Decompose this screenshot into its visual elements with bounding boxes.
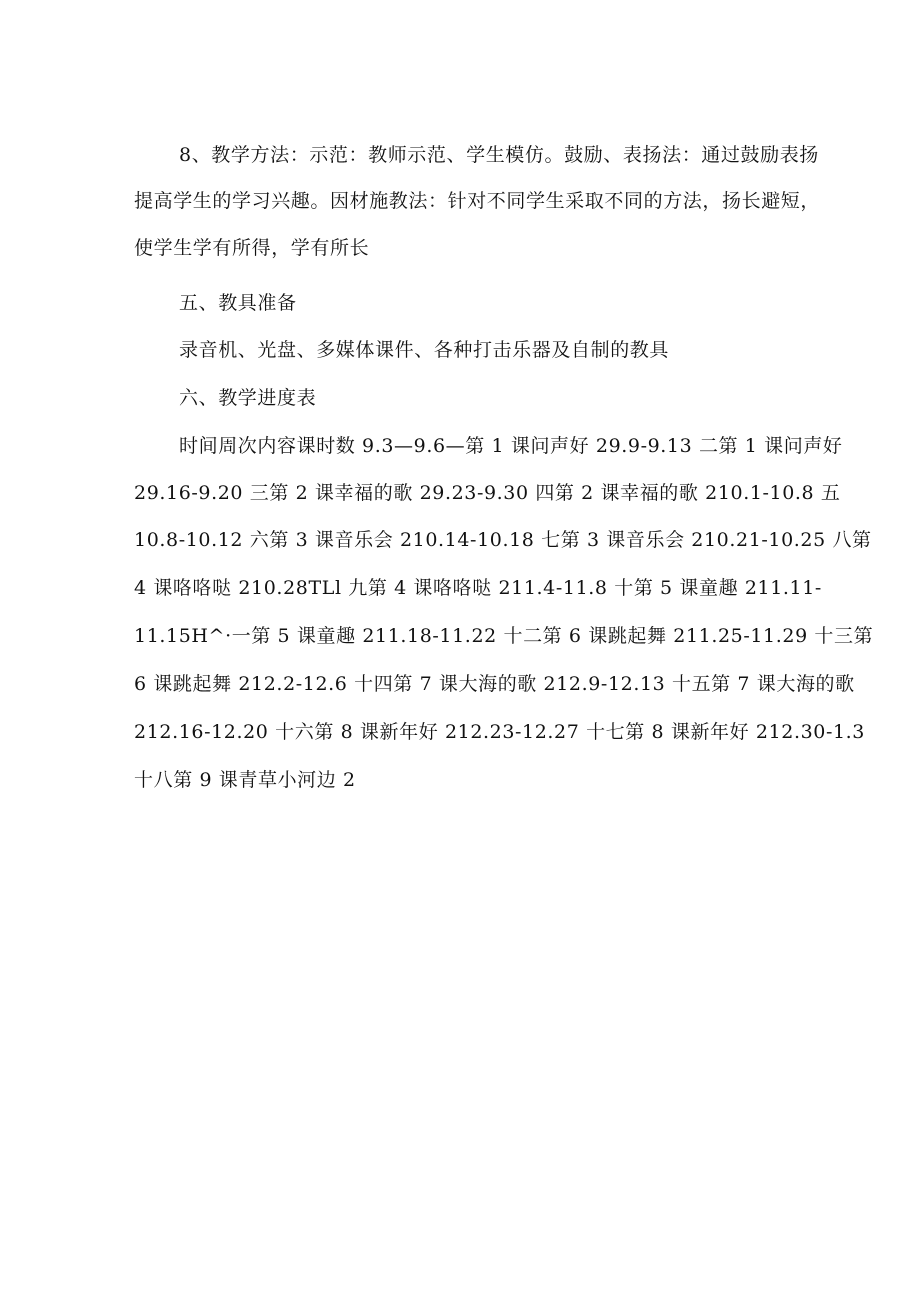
schedule-line-8: 十八第 9 课青草小河边 2 [134, 769, 356, 791]
method-line-1: 8、教学方法：示范：教师示范、学生模仿。鼓励、表扬法：通过鼓励表扬 [179, 144, 819, 166]
schedule-line-2: 29.16-9.20 三第 2 课幸福的歌 29.23-9.30 四第 2 课幸福的歌 210.1-10.8 五 [134, 482, 841, 504]
method-line-2: 提高学生的学习兴趣。因材施教法：针对不同学生采取不同的方法，扬长避短， [134, 190, 821, 212]
schedule-line-1: 时间周次内容课时数 9.3—9.6—第 1 课问声好 29.9-9.13 二第 1 课问声好 [179, 435, 843, 457]
schedule-line-3: 10.8-10.12 六第 3 课音乐会 210.14-10.18 七第 3 课音乐会 210.21-10.25 八第 [134, 529, 872, 551]
schedule-line-6: 6 课跳起舞 212.2-12.6 十四第 7 课大海的歌 212.9-12.13 十五第 7 课大海的歌 [134, 673, 855, 695]
section6-heading: 六、教学进度表 [179, 387, 317, 409]
schedule-line-4: 4 课咯咯哒 210.28TLl 九第 4 课咯咯哒 211.4-11.8 十第 5 课童趣 211.11- [134, 577, 822, 599]
schedule-line-7: 212.16-12.20 十六第 8 课新年好 212.23-12.27 十七第 8 课新年好 212.30-1.3 [134, 721, 866, 743]
method-line-3: 使学生学有所得，学有所长 [134, 237, 370, 259]
section5-body: 录音机、光盘、多媒体课件、各种打击乐器及自制的教具 [179, 339, 670, 361]
schedule-line-5: 11.15H^·一第 5 课童趣 211.18-11.22 十二第 6 课跳起舞 211.25-11.29 十三第 [134, 625, 874, 647]
section5-heading: 五、教具准备 [179, 292, 297, 314]
